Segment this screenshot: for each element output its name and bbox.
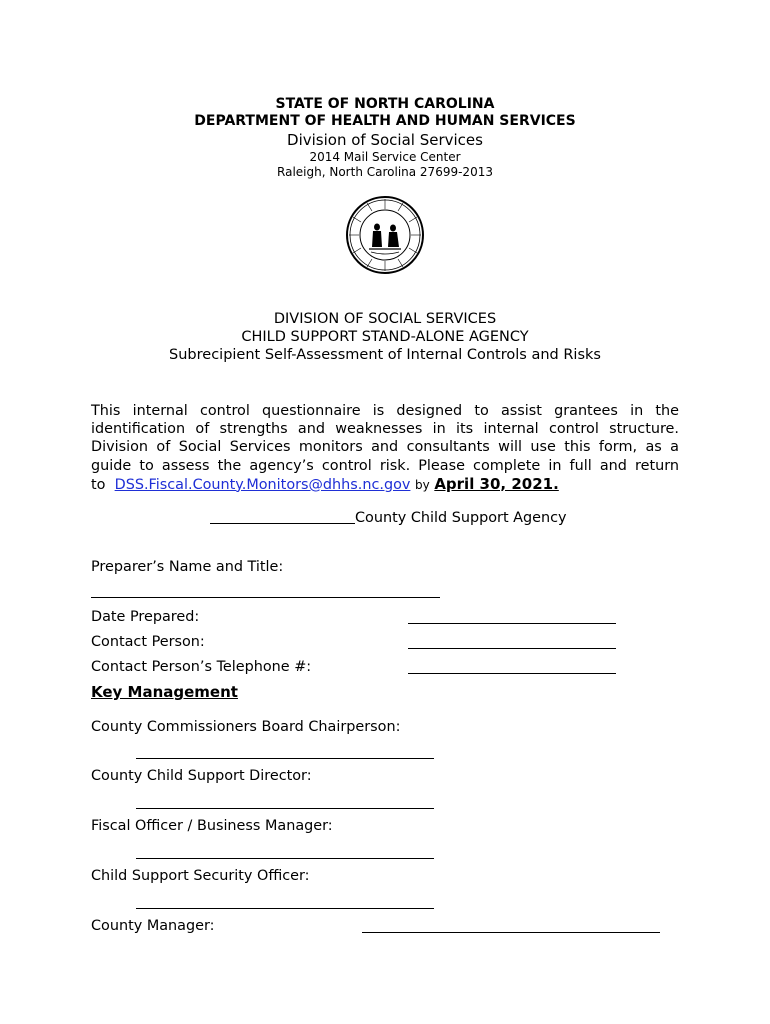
title-line-2: CHILD SUPPORT STAND-ALONE AGENCY (241, 329, 529, 345)
intro-paragraph (91, 402, 679, 493)
date-prepared-label: Date Prepared: (91, 609, 200, 625)
intro-line-5 (91, 475, 679, 493)
director-label: County Child Support Director: (91, 768, 312, 784)
contact-person-label: Contact Person: (91, 634, 205, 650)
security-officer-line[interactable] (136, 908, 434, 909)
address-line-1: 2014 Mail Service Center (309, 150, 461, 164)
fiscal-officer-label: Fiscal Officer / Business Manager: (91, 818, 333, 834)
key-management-heading: Key Management (91, 683, 238, 701)
county-blank-line[interactable] (210, 523, 355, 524)
email-link[interactable]: DSS.Fiscal.County.Monitors@dhhs.nc.gov (114, 476, 411, 493)
contact-phone-line[interactable] (408, 673, 616, 674)
contact-phone-label: Contact Person’s Telephone #: (91, 659, 312, 675)
director-line[interactable] (136, 808, 434, 809)
commissioners-line[interactable] (136, 758, 434, 759)
department-heading: DEPARTMENT OF HEALTH AND HUMAN SERVICES (194, 113, 576, 129)
division-heading: Division of Social Services (287, 131, 483, 149)
address-line-2: Raleigh, North Carolina 27699-2013 (277, 165, 493, 179)
intro-line-3: Division of Social Services monitors and consultants will use this form, as a (91, 439, 679, 456)
county-manager-label: County Manager: (91, 918, 215, 934)
preparer-name-line[interactable] (91, 597, 440, 598)
intro-by: by (415, 477, 430, 492)
date-prepared-line[interactable] (408, 623, 616, 624)
contact-person-line[interactable] (408, 648, 616, 649)
state-heading: STATE OF NORTH CAROLINA (275, 96, 495, 112)
security-officer-label: Child Support Security Officer: (91, 868, 310, 884)
nc-state-seal-icon (345, 195, 425, 275)
intro-to: to (91, 476, 106, 493)
intro-line-1: This internal control questionnaire is designed to assist grantees in the (91, 403, 679, 419)
title-line-1: DIVISION OF SOCIAL SERVICES (273, 311, 497, 327)
commissioners-label: County Commissioners Board Chairperson: (91, 719, 401, 735)
intro-line-4: guide to assess the agency’s control risk. Please complete in full and return (91, 457, 679, 474)
fiscal-officer-line[interactable] (136, 858, 434, 859)
preparer-name-label: Preparer’s Name and Title: (91, 559, 284, 575)
county-manager-line[interactable] (362, 932, 660, 933)
county-agency-label: County Child Support Agency (355, 510, 567, 526)
title-line-3: Subrecipient Self-Assessment of Internal Controls and Risks (169, 347, 601, 363)
due-date: April 30, 2021. (434, 474, 559, 493)
intro-line-2: identification of strengths and weaknesses in its internal control structure. (91, 421, 679, 438)
